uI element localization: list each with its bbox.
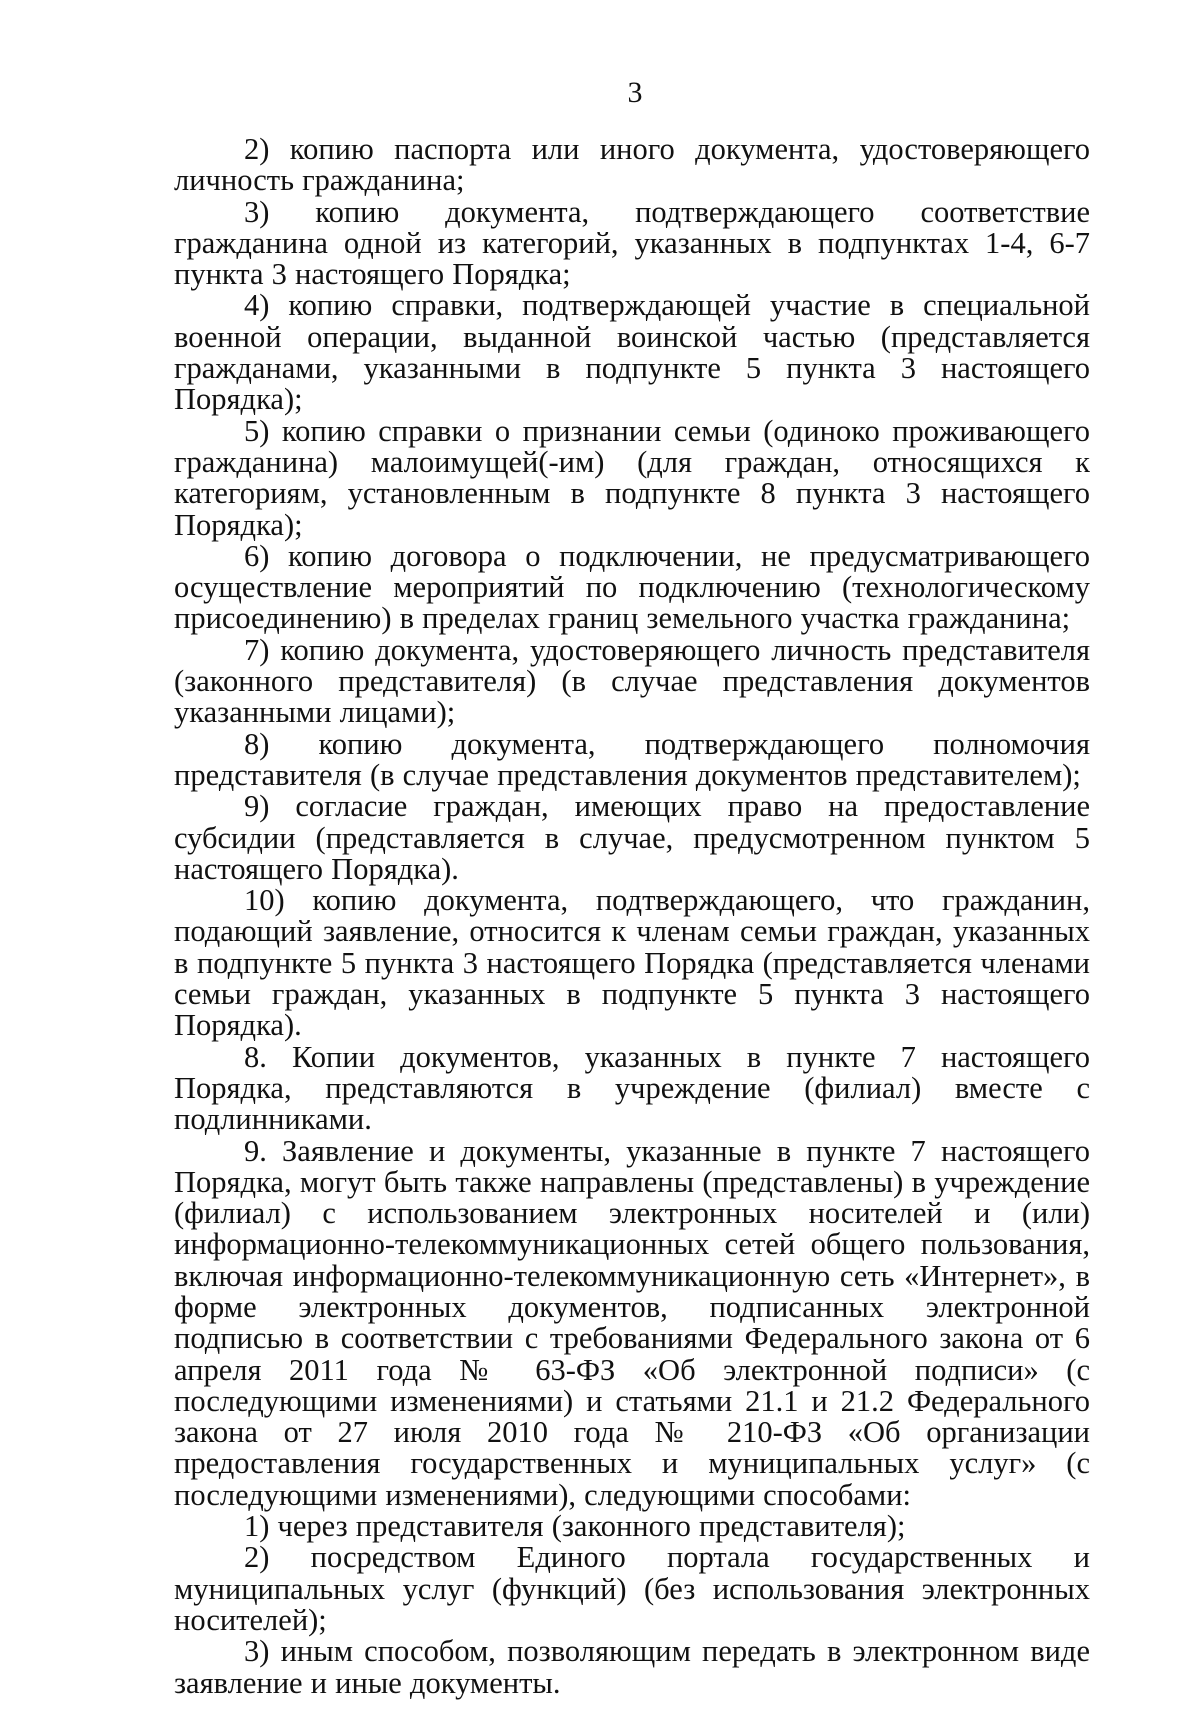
paragraph-item-8-representative-authority: 8) копию документа, подтверждающего полномочия представителя (в случае представления документов представителем); <box>174 726 1090 792</box>
paragraph-item-9-citizens-consent: 9) согласие граждан, имеющих право на предоставление субсидии (представляется в случае, предусмотренном пунктом 5 настоящего Порядка). <box>174 789 1090 886</box>
paragraph-item-5-low-income-certificate: 5) копию справки о признании семьи (одиноко проживающего гражданина) малоимущей(-им) (для граждан, относящихся к категориям, установленным в подпункте 8 пункта 3 настоящего Порядка); <box>174 413 1090 542</box>
paragraph-clause-9-electronic-submission: 9. Заявление и документы, указанные в пункте 7 настоящего Порядка, могут быть также направлены (представлены) в учреждение (филиал) с использованием электронных носителей и (или) информационно-телекоммуникационных сетей общего пользования, включая информационно-телекоммуникационную сеть «Интернет», в форме электронных документов, подписанных электронной подписью в соответствии с требованиями Федерального закона от 6 апреля 2011 года № 63-ФЗ «Об электронной подписи» (с последующими изменениями) и статьями 21.1 и 21.2 Федерального закона от 27 июля 2010 года № 210-ФЗ «Об организации предоставления государственных и муниципальных услуг» (с последующими изменениями), следующими способами: <box>174 1133 1090 1512</box>
paragraph-method-3-other-way: 3) иным способом, позволяющим передать в электронном виде заявление и иные документы. <box>174 1634 1090 1700</box>
paragraph-item-10-family-member-document: 10) копию документа, подтверждающего, что гражданин, подающий заявление, относится к членам семьи граждан, указанных в подпункте 5 пункта 3 настоящего Порядка (представляется членами семьи граждан, указанных в подпункте 5 пункта 3 настоящего Порядка). <box>174 883 1090 1043</box>
document-body <box>174 134 1090 1699</box>
paragraph-item-2-passport: 2) копию паспорта или иного документа, удостоверяющего личность гражданина; <box>174 132 1090 198</box>
paragraph-item-4-military-certificate: 4) копию справки, подтверждающей участие в специальной военной операции, выданной воинской частью (представляется гражданами, указанными в подпункте 5 пункта 3 настоящего Порядка); <box>174 288 1090 417</box>
paragraph-method-1-representative: 1) через представителя (законного представителя); <box>244 1509 906 1544</box>
paragraph-item-7-representative-id: 7) копию документа, удостоверяющего личность представителя (законного представителя) (в случае представления документов указанными лицами); <box>174 632 1090 730</box>
page-number: 3 <box>627 76 643 109</box>
paragraph-method-2-unified-portal: 2) посредством Единого портала государственных и муниципальных услуг (функций) (без использования электронных носителей); <box>174 1540 1090 1637</box>
paragraph-item-6-connection-contract: 6) копию договора о подключении, не предусматривающего осуществление мероприятий по подключению (технологическому присоединению) в пределах границ земельного участка гражданина; <box>174 538 1090 636</box>
paragraph-clause-8-copies: 8. Копии документов, указанных в пункте 7 настоящего Порядка, представляются в учреждение (филиал) вместе с подлинниками. <box>174 1039 1090 1137</box>
paragraph-item-3-category-document: 3) копию документа, подтверждающего соответствие гражданина одной из категорий, указанных в подпунктах 1-4, 6-7 пункта 3 настоящего Порядка; <box>174 194 1090 292</box>
